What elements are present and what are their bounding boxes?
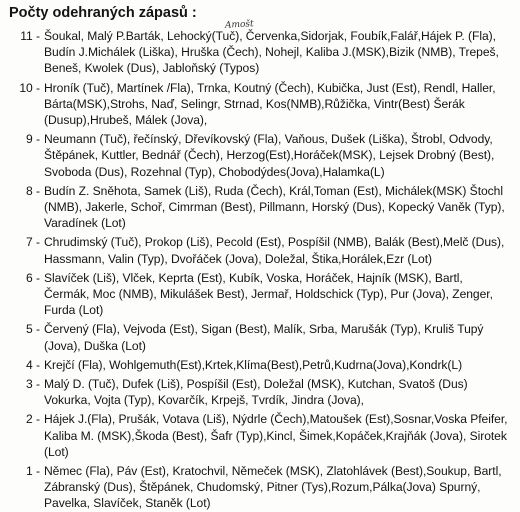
player-names: Hájek J.(Fla), Prušák, Votava (Liš), Nýdrle (Čech),Matoušek (Est),Sosnar,Voska Pfeifer, Kaliba M. (MSK),Škoda (Best), Šafr (Typ),Kincl, Šimek,Kopáček,Krajňák (Jova), Sirotek (Lot) — [44, 412, 508, 459]
match-count: 7 - — [26, 235, 40, 250]
list-item — [9, 80, 510, 129]
player-names: Slavíček (Liš), Vlček, Keprta (Est), Kubík, Voska, Horáček, Hajník (MSK), Bartl, Čermák, Moc (NMB), Mikulášek Best), Jermař, Holdschick (Typ), Pur (Jova), Zenger, Furda (Lot) — [44, 270, 493, 318]
match-count: 3 - — [26, 377, 40, 392]
list-item — [9, 234, 510, 266]
match-count: 4 - — [26, 357, 40, 372]
page-title: Počty odehraných zápasů : — [9, 5, 197, 21]
player-names: Neumann (Tuč), řečínský, Dřevíkovský (Fla), Vaňous, Dušek (Liška), Štrobl, Odvody, Štěpánek, Kuttler, Bednář (Čech), Herzog(Est),Horáček(MSK), Lejsek Drobný (Best), Svoboda (Dus), Rozehnal (Typ), Chobodýdes(Jova),Halamka(L) — [44, 132, 495, 179]
player-appearances-list — [9, 28, 510, 512]
match-count: 6 - — [26, 270, 40, 285]
list-item — [9, 131, 510, 180]
player-names: Šoukal, Malý P.Barták, Lehocký(Tuč), Červenka,Sidorjak, Foubík,Falář,Hájek P. (Fla), Budín J.Michálek (Liška), Hruška (Čech), Nohejl, Kaliba J.(MSK),Bizik (NMB), Trepeš, Beneš, Kwolek (Dus), Jabloňský (Typos) — [44, 29, 499, 76]
list-item — [9, 183, 510, 232]
list-item — [9, 411, 510, 460]
match-count: 10 - — [19, 80, 40, 95]
list-item — [9, 321, 510, 353]
match-count: 2 - — [26, 412, 40, 427]
player-names: Budín Z. Sněhota, Samek (Liš), Ruda (Čech), Král,Toman (Est), Michálek(MSK) Štochl (NMB), Jakerle, Schoř, Cimrman (Best), Pillmann, Horský (Dus), Kopecký Vaněk (Typ), Varadínek (Lot) — [44, 183, 505, 231]
match-count: 1 - — [26, 464, 40, 479]
player-names: Hroník (Tuč), Martínek /Fla), Trnka, Koutný (Čech), Kubička, Just (Est), Rendl, Haller, Bárta(MSK),Strohs, Naď, Selingr, Strnad, Kos(NMB),Růžička, Vintr(Best) Šerák (Dusup),Hrubeš, Málek (Jova), — [44, 80, 496, 128]
list-item — [9, 270, 510, 319]
player-names: Červený (Fla), Vejvoda (Est), Sigan (Best), Malík, Srba, Marušák (Typ), Kruliš Tupý (Jova), Duška (Lot) — [44, 322, 484, 353]
player-names: Němec (Fla), Páv (Est), Kratochvil, Němeček (MSK), Zlatohlávek (Best),Soukup, Bartl, Zábranský (Dus), Štěpánek, Chudomský, Pitner (Tys),Rozum,Pálka(Jova) Spurný, Pavelka, Slavíček, Staněk (Lot) — [44, 464, 502, 511]
list-item — [9, 28, 510, 77]
list-item — [9, 357, 510, 373]
match-count: 5 - — [26, 322, 40, 337]
match-count: 9 - — [26, 132, 40, 147]
handwritten-note: Amošt — [224, 19, 254, 31]
player-names: Malý D. (Tuč), Dufek (Liš), Pospíšil (Est), Doležal (MSK), Kutchan, Svatoš (Dus) Vokurka, Vojta (Typ), Kovarčík, Krpejš, Tvrdík, Jindra (Jova), — [44, 377, 468, 408]
match-count: 8 - — [26, 183, 40, 198]
match-count: 11 - — [20, 29, 40, 43]
list-item — [9, 376, 510, 408]
player-names: Krejčí (Fla), Wohlgemuth(Est),Krtek,Klíma(Best),Petrů,Kudrna(Jova),Kondrk(L) — [44, 357, 463, 372]
player-names: Chrudimský (Tuč), Prokop (Liš), Pecold (Est), Pospíšil (NMB), Balák (Best),Melč (Dus), Hassmann, Valin (Typ), Dvořáček (Jova), Doležal, Štika,Horálek,Ezr (Lot) — [44, 235, 505, 266]
list-item — [9, 463, 510, 512]
